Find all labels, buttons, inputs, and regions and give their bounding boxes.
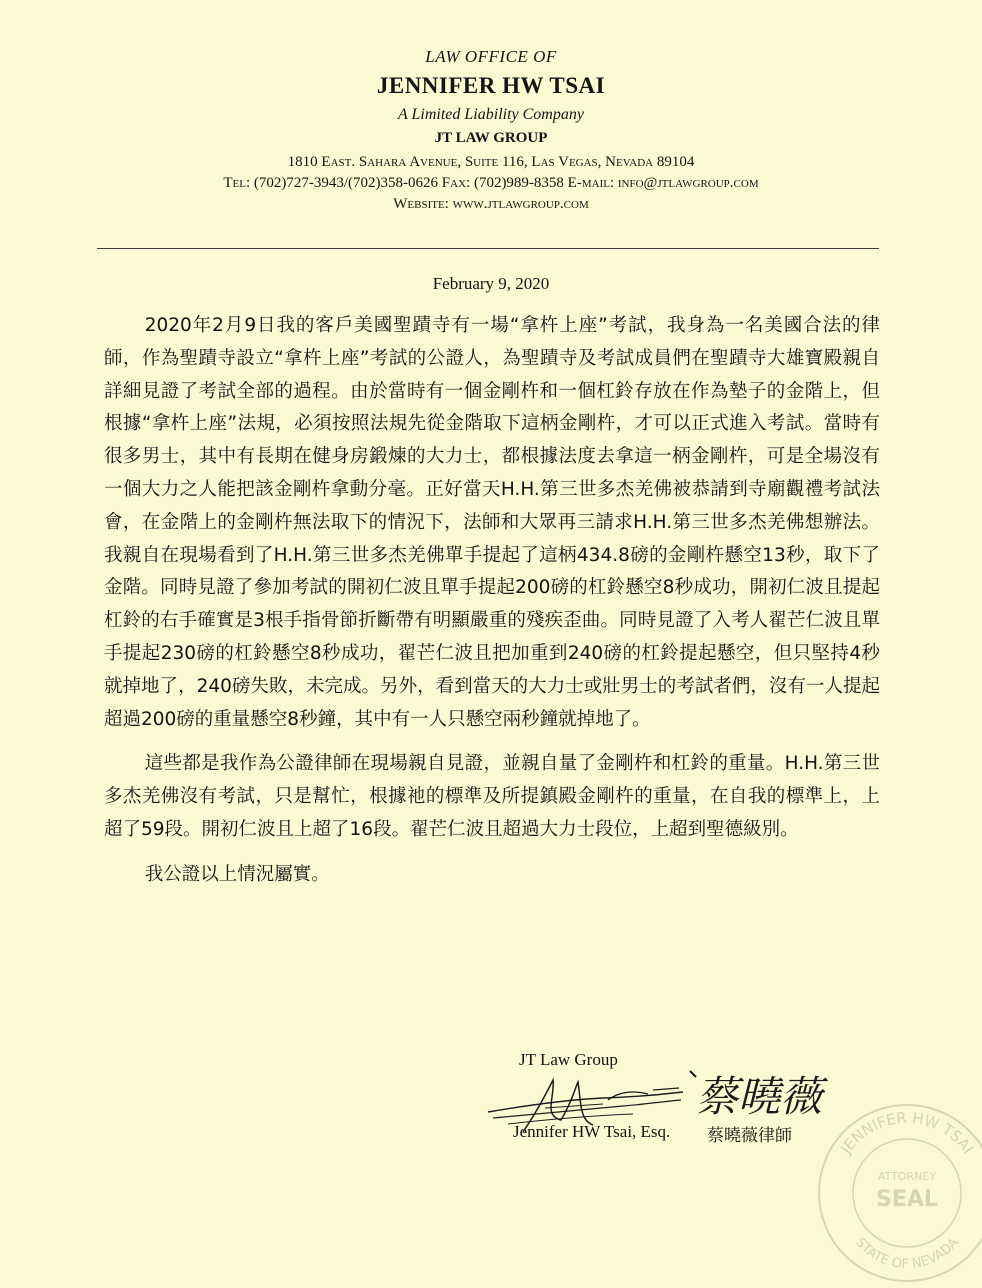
seal-middle-text: SEAL: [876, 1187, 938, 1212]
letterhead-llc: A Limited Liability Company: [398, 106, 584, 123]
letterhead-name: JENNIFER HW TSAI: [376, 73, 606, 98]
signature-group-label: JT Law Group: [519, 1050, 618, 1069]
letterhead-address: 1810 East. Sahara Avenue, Suite 116, Las Vegas, Nevada 89104: [287, 154, 695, 170]
handwritten-chinese-signature-text: 蔡曉薇: [696, 1072, 823, 1121]
signer-name-english: Jennifer HW Tsai, Esq.: [513, 1122, 671, 1141]
letterhead-contact: Tel: (702)727-3943/(702)358-0626 Fax: (702)989-8358 E-mail: info@jtlawgroup.com: [223, 175, 759, 191]
letterhead: [0, 46, 982, 215]
seal-bottom-text: STATE OF NEVADA: [852, 1235, 962, 1273]
body-paragraph: 我公證以上情況屬實。: [144, 863, 330, 885]
notary-seal: [812, 1098, 982, 1288]
svg-text:STATE OF NEVADA: [852, 1235, 961, 1272]
letterhead-group: JT LAW GROUP: [434, 130, 548, 146]
seal-middle-top-text: ATTORNEY: [877, 1170, 937, 1183]
letter-body: [104, 310, 880, 892]
body-paragraph: 這些都是我作為公證律師在現場親自見證，並親自量了金剛杵和杠鈴的重量。H.H.第三世多杰羌佛沒有考試，只是幫忙，根據祂的標準及所提鎮殿金剛杵的重量，在自我的標準上，上超了59段。開初仁波且上超了16段。翟芒仁波且超過大力士段位，上超到聖德級別。: [104, 753, 880, 840]
letterhead-firm: LAW OFFICE OF: [425, 47, 557, 66]
letterhead-website: Website: www.jtlawgroup.com: [393, 196, 589, 212]
body-paragraph: 2020年2月9日我的客戶美國聖蹟寺有一場“拿杵上座”考試，我身為一名美國合法的律師，作為聖蹟寺設立“拿杵上座”考試的公證人，為聖蹟寺及考試成員們在聖蹟寺大雄寶殿親自詳細見證了考試全部的過程。由於當時有一個金剛杵和一個杠鈴存放在作為墊子的金階上，但根據“拿杵上座”法規，必須按照法規先從金階取下這柄金剛杵，才可以正式進入考試。當時有很多男士，其中有長期在健身房鍛煉的大力士，都根據法度去拿這一柄金剛杵，可是全場沒有一個大力之人能把該金剛杵拿動分毫。正好當天H.H.第三世多杰羌佛被恭請到寺廟觀禮考試法會，在金階上的金剛杵無法取下的情況下，法師和大眾再三請求H.H.第三世多杰羌佛想辦法。我親自在現場看到了H.H.第三世多杰羌佛單手提起了這柄434.8磅的金剛杵懸空13秒，取下了金階。同時見證了參加考試的開初仁波且單手提起200磅的杠鈴懸空8秒成功，開初仁波且提起杠鈴的右手確實是3根手指骨節折斷帶有明顯嚴重的殘疾歪曲。同時見證了入考人翟芒仁波且單手提起230磅的杠鈴懸空8秒成功，翟芒仁波且把加重到240磅的杠鈴提起懸空，但只堅持4秒就掉地了，240磅失敗，未完成。另外，看到當天的大力士或壯男士的考試者們，沒有一人提起超過200磅的重量懸空8秒鐘，其中有一人只懸空兩秒鐘就掉地了。: [104, 315, 880, 730]
header-divider: [97, 248, 879, 249]
seal-top-text: JENNIFER HW TSAI: [836, 1108, 978, 1158]
signer-name-chinese: 蔡曉薇律師: [707, 1126, 792, 1146]
letter-date: February 9, 2020: [432, 274, 550, 293]
svg-text:JENNIFER HW TSAI: [836, 1109, 977, 1158]
